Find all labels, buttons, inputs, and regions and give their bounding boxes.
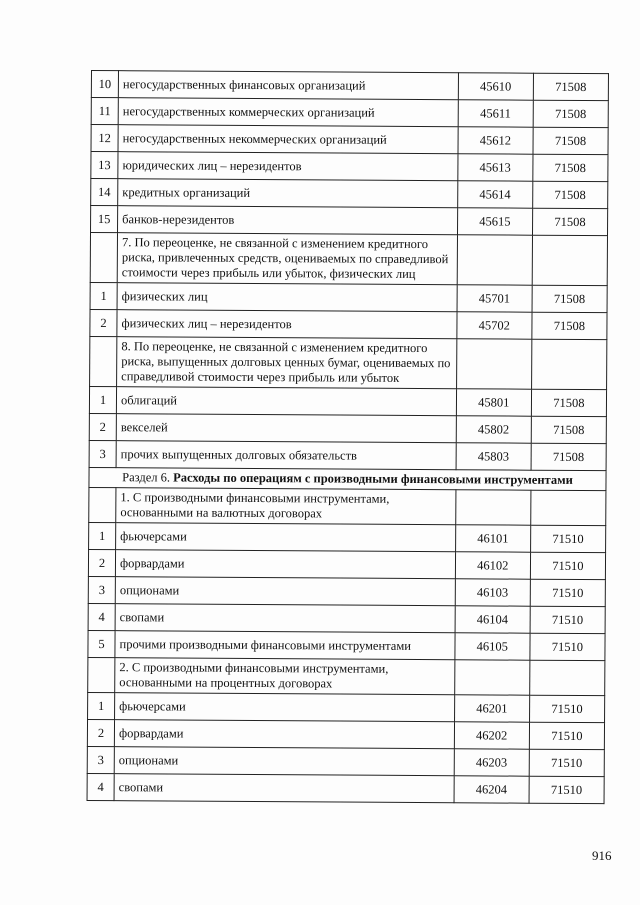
row-name: свопами: [115, 604, 455, 633]
heading-row: [90, 233, 607, 286]
row-account: 71508: [533, 100, 608, 127]
row-account: 71510: [529, 776, 604, 803]
table-row: [90, 309, 607, 339]
row-account: 71510: [530, 633, 605, 660]
row-account: 71510: [530, 525, 605, 552]
group-heading-8: [90, 336, 607, 389]
row-number: 1: [89, 522, 116, 549]
empty-cell: [455, 490, 530, 525]
row-number: 2: [90, 309, 117, 336]
row-code: 45611: [458, 100, 533, 127]
row-account: 71510: [530, 606, 605, 633]
row-code: 45701: [457, 285, 532, 312]
table-row: [87, 773, 604, 803]
row-code: 46101: [455, 525, 530, 552]
table-row: [87, 719, 604, 749]
row-account: 71510: [530, 552, 605, 579]
row-account: 71510: [529, 695, 604, 722]
row-code: 45615: [457, 208, 532, 235]
row-number: 13: [91, 152, 118, 179]
row-name: юридических лиц – нерезидентов: [118, 152, 458, 181]
group-rows-b: [90, 282, 607, 339]
row-account: 71508: [532, 312, 607, 339]
row-code: 45614: [457, 181, 532, 208]
row-account: 71508: [533, 127, 608, 154]
row-number: 2: [88, 549, 115, 576]
row-name: фьючерсами: [115, 693, 455, 722]
row-name: прочими производными финансовыми инструментами: [115, 631, 455, 660]
table-row: [89, 522, 606, 552]
row-number: 3: [88, 576, 115, 603]
row-number: 14: [91, 179, 118, 206]
row-code: 45702: [457, 312, 532, 339]
row-number: 5: [88, 630, 115, 657]
group-rows-d: [88, 522, 606, 660]
row-code: 46202: [454, 722, 529, 749]
row-number: 11: [91, 98, 118, 125]
table-row: [91, 125, 608, 155]
row-code: 45801: [456, 389, 531, 416]
row-number: 15: [91, 206, 118, 233]
empty-cell: [457, 235, 532, 285]
group-heading-7: [90, 233, 607, 286]
row-code: 45803: [456, 443, 531, 470]
row-code: 45802: [456, 416, 531, 443]
row-account: 71508: [532, 208, 607, 235]
row-name: векселей: [116, 414, 456, 443]
row-name: физических лиц – нерезидентов: [117, 310, 457, 339]
row-name: прочих выпущенных долговых обязательств: [116, 441, 456, 470]
row-number: 4: [88, 603, 115, 630]
table-row: [88, 630, 605, 660]
row-account: 71510: [530, 579, 605, 606]
group-section-6: [89, 467, 606, 525]
row-number: 2: [87, 719, 114, 746]
row-name: негосударственных коммерческих организаций: [118, 98, 458, 127]
section-prefix: Раздел 6.: [122, 470, 174, 485]
empty-cell: [454, 660, 529, 695]
row-account: 71508: [533, 181, 608, 208]
row-account: 71510: [529, 722, 604, 749]
row-name: негосударственных финансовых организаций: [118, 71, 458, 100]
row-number: 1: [88, 692, 115, 719]
row-code: 46201: [454, 695, 529, 722]
table-row: [91, 206, 608, 236]
row-name: опционами: [114, 747, 454, 776]
table-row: [91, 152, 608, 182]
section-title: Расходы по операциям с производными финансовыми инструментами: [173, 470, 573, 487]
heading-row: [89, 487, 606, 525]
heading-row: [88, 657, 605, 695]
row-number: 10: [91, 71, 118, 98]
row-name: форвардами: [115, 550, 455, 579]
subheading-8: 8. По переоценке, не связанной с изменением кредитного риска, выпущенных долговых ценных бумаг, оцениваемых по справедливой стоимости через прибыль или убыток: [117, 337, 457, 389]
empty-cell: [456, 339, 531, 389]
row-number: 2: [89, 413, 116, 440]
row-code: 46203: [454, 749, 529, 776]
empty-cell: [531, 339, 606, 389]
group-rows-e: [87, 692, 605, 803]
row-account: 71508: [531, 416, 606, 443]
subheading-6-2: 2. С производными финансовыми инструментами, основанными на процентных договорах: [115, 658, 455, 695]
row-code: 46105: [455, 633, 530, 660]
table-row: [91, 179, 608, 209]
row-code: 46104: [455, 606, 530, 633]
heading-row: [90, 336, 607, 389]
row-code: 46103: [455, 579, 530, 606]
row-name: банков-нерезидентов: [118, 206, 458, 235]
table-row: [88, 549, 605, 579]
table-row: [88, 576, 605, 606]
group-heading-6-2: [88, 657, 605, 695]
row-number: 3: [89, 440, 116, 467]
group-rows-c: [89, 386, 606, 470]
row-name: фьючерсами: [116, 523, 456, 552]
row-name: негосударственных некоммерческих организаций: [118, 125, 458, 154]
row-code: 45610: [458, 73, 533, 100]
row-name: кредитных организаций: [118, 179, 458, 208]
page-number: 916: [592, 848, 612, 863]
table-row: [88, 692, 605, 722]
subheading-7: 7. По переоценке, не связанной с изменением кредитного риска, привлеченных средств, оцениваемых по справедливой стоимости через прибыль или убыток, физических лиц: [117, 233, 457, 285]
accounts-table: [87, 70, 609, 804]
table-row: [90, 282, 607, 312]
row-code: 45612: [458, 127, 533, 154]
row-account: 71508: [532, 285, 607, 312]
row-account: 71508: [531, 443, 606, 470]
row-code: 46204: [454, 776, 529, 803]
row-name: форвардами: [114, 720, 454, 749]
row-name: облигаций: [116, 387, 456, 416]
row-number: 1: [89, 386, 116, 413]
row-account: 71508: [531, 389, 606, 416]
empty-cell: [88, 657, 115, 692]
empty-cell: [531, 490, 606, 525]
empty-cell: [532, 235, 607, 285]
table-row: [89, 440, 606, 470]
row-number: 1: [90, 282, 117, 309]
empty-cell: [90, 336, 117, 386]
empty-cell: [90, 233, 117, 283]
row-number: 12: [91, 125, 118, 152]
row-number: 4: [87, 773, 114, 800]
row-name: опционами: [115, 577, 455, 606]
row-name: свопами: [114, 774, 454, 803]
table-row: [89, 413, 606, 443]
row-code: 46102: [455, 552, 530, 579]
row-number: 3: [87, 746, 114, 773]
table-row: [87, 746, 604, 776]
row-code: 45613: [458, 154, 533, 181]
empty-cell: [89, 487, 116, 522]
table-row: [89, 386, 606, 416]
row-name: физических лиц: [117, 283, 457, 312]
empty-cell: [530, 660, 605, 695]
subheading-6-1: 1. С производными финансовыми инструментами, основанными на валютных договорах: [116, 488, 456, 525]
table-row: [91, 98, 608, 128]
group-rows-a: [91, 71, 609, 236]
table-row: [88, 603, 605, 633]
row-account: 71508: [533, 154, 608, 181]
table-row: [91, 71, 608, 101]
row-account: 71510: [529, 749, 604, 776]
row-account: 71508: [533, 73, 608, 100]
